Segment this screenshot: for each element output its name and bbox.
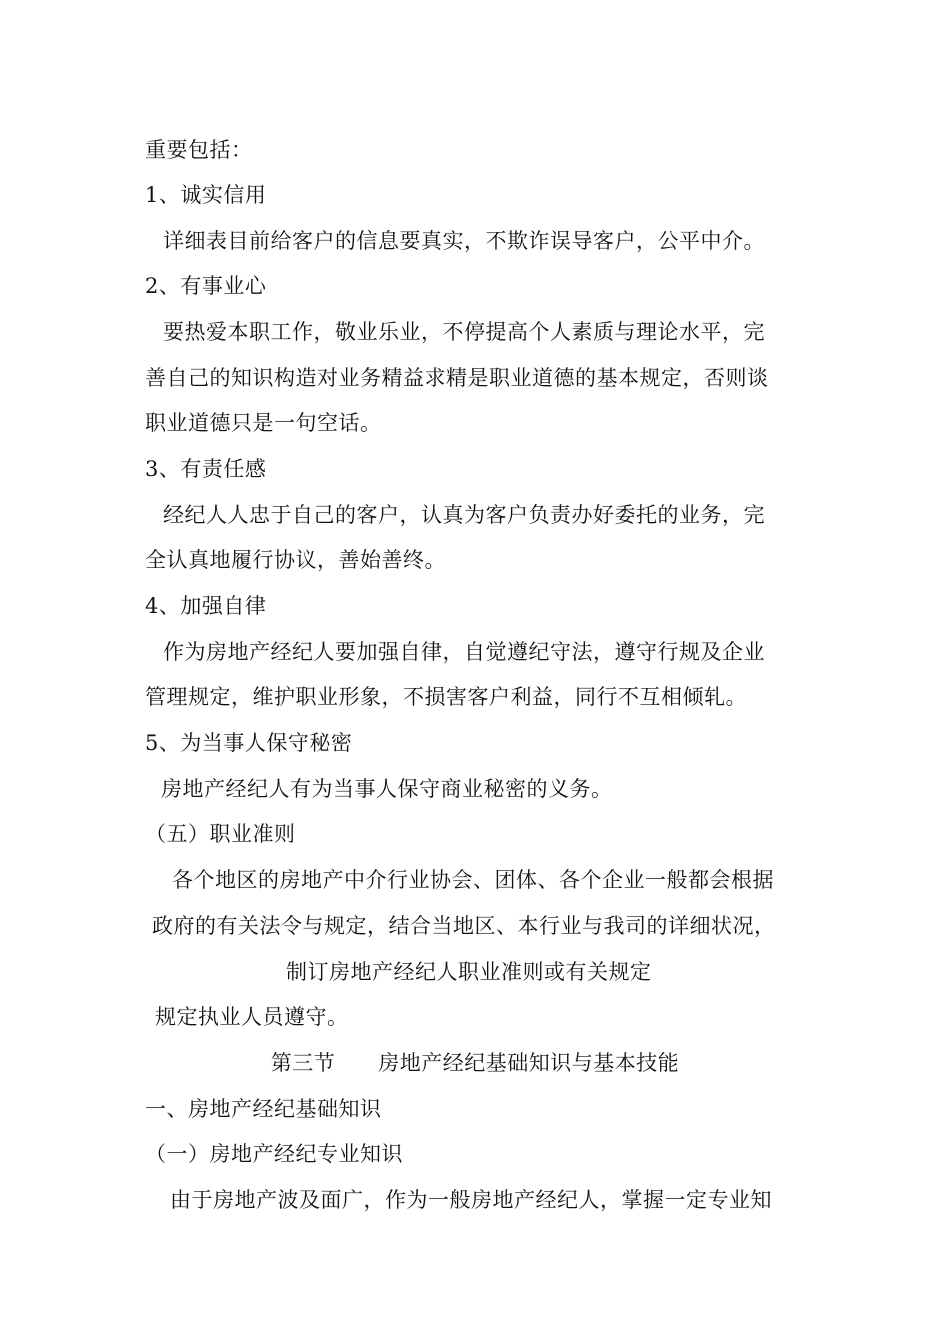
item-heading-dedication: 2、有事业心 (145, 274, 267, 298)
paragraph-line: 作为房地产经纪人要加强自律，自觉遵纪守法，遵守行规及企业 (163, 640, 765, 664)
chapter-heading: 一、房地产经纪基础知识 (145, 1097, 382, 1121)
paragraph-line: 要热爱本职工作，敬业乐业，不停提高个人素质与理论水平，完 (163, 320, 765, 344)
paragraph-line-centered: 制订房地产经纪人职业准则或有关规定 (286, 960, 652, 984)
paragraph-line: 详细表目前给客户的信息要真实，不欺诈误导客户，公平中介。 (163, 229, 765, 253)
paragraph-line: 由于房地产波及面广，作为一般房地产经纪人，掌握一定专业知 (170, 1188, 772, 1212)
paragraph-line: 房地产经纪人有为当事人保守商业秘密的义务。 (161, 777, 613, 801)
paragraph-line: 管理规定，维护职业形象，不损害客户利益，同行不互相倾轧。 (145, 685, 747, 709)
paragraph-line: 规定执业人员遵守。 (155, 1005, 349, 1029)
paragraph-line: 全认真地履行协议，善始善终。 (145, 548, 446, 572)
paragraph-line: 职业道德只是一句空话。 (145, 411, 382, 435)
item-heading-responsibility: 3、有责任感 (145, 457, 267, 481)
item-heading-honesty: 1、诚实信用 (145, 183, 267, 207)
subsection-heading-code: （五）职业准则 (145, 822, 296, 846)
intro-line: 重要包括： (145, 138, 253, 162)
item-heading-confidentiality: 5、为当事人保守秘密 (145, 731, 353, 755)
subsection-heading-knowledge: （一）房地产经纪专业知识 (145, 1142, 403, 1166)
section-title: 第三节 房地产经纪基础知识与基本技能 (270, 1051, 680, 1075)
paragraph-line: 各个地区的房地产中介行业协会、团体、各个企业一般都会根据 (172, 868, 774, 892)
paragraph-line: 经纪人人忠于自己的客户，认真为客户负责办好委托的业务，完 (163, 503, 765, 527)
item-heading-self-discipline: 4、加强自律 (145, 594, 267, 618)
paragraph-line: 善自己的知识构造对业务精益求精是职业道德的基本规定，否则谈 (145, 366, 769, 390)
paragraph-line: 政府的有关法令与规定，结合当地区、本行业与我司的详细状况， (152, 914, 776, 938)
